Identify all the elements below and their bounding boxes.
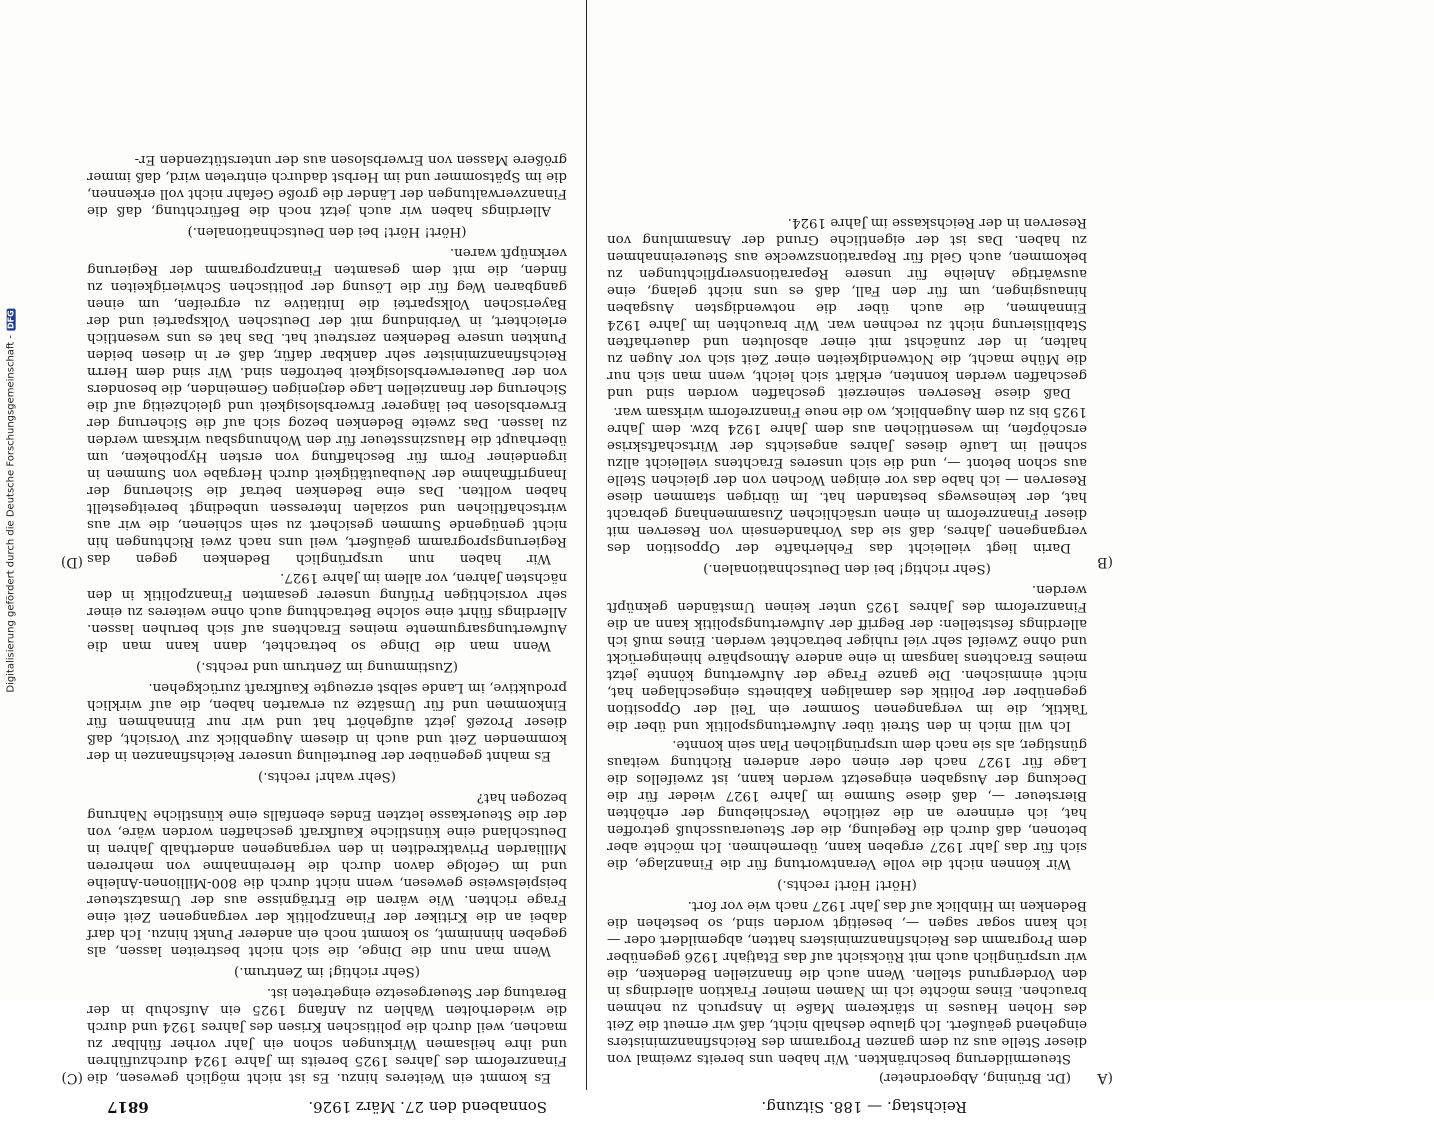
right-column [87, 149, 567, 1086]
margin-d: (D) [60, 554, 83, 570]
paragraph: (Dr. Brüning, Abgeordneter) [878, 1070, 1071, 1085]
left-column [607, 212, 1087, 1086]
paragraph: Es kommt ein Weiteres hinzu. Es ist nicht möglich gewesen, die Finanzreform des Jahres 1925 bereits im Jahre 1924 durchzuführen und ihre heilsamen Wirkungen schon ein Jahr vorher fühlbar zu machen, weil durch die politischen Krisen des Jahres 1924 und durch die wiederholten Wahlen zu Anfang 1925 ein Aufschub in der Beratung der Steuergesetze eingetreten ist. [87, 985, 567, 1085]
digitization-credit-text: Digitalisierung gefördert durch die Deutsche Forschungsgemeinschaft - [5, 334, 17, 693]
rotated-page-content [60, 0, 1113, 1130]
margin-b: (B [1097, 554, 1113, 570]
paragraph: Steuermilderung beschränkten. Wir haben uns bereits zweimal von dieser Stelle aus zu dem ganzen Programm des Reichsfinanzministers eingehend geäußert. Ich glaube deshalb nicht, daß wir erneut die Zeit des Hohen Hauses in stärkerem Maße in Anspruch zu nehmen brauchen. Eines möchte ich im Namen meiner Fraktion allerdings in den Vordergrund stellen. Wenn auch die finanziellen Bedenken, die wir ursprünglich auch mit Rücksicht auf das Etatjahr 1926 gegenüber dem Programm des Reichsfinanzministers hatten, abgemildert oder — ich kann sogar sagen —, beseitigt worden sind, so bestehen die Bedenken im Hinblick auf das Jahr 1927 nach wie vor fort. [607, 898, 1087, 1066]
digitization-credit [6, 308, 17, 692]
column-divider [586, 0, 587, 1090]
interjection: (Hört! Hört! bei den Deutschnationalen.) [187, 224, 467, 239]
interjection: (Hört! Hört! rechts.) [777, 877, 917, 892]
margin-c: (C) [61, 1070, 83, 1086]
interjection: (Zustimmung im Zentrum und rechts.) [196, 659, 458, 674]
interjection: (Sehr richtig! bei den Deutschnationalen.) [703, 561, 991, 576]
header-left: Reichstag. — 188. Sitzung. [761, 1098, 967, 1116]
paragraph: Daß diese Reserven seinerzeit geschaffen worden sind und geschaffen werden konnten, erklärt sich leicht, wenn man sich nur die Mühe macht, die Notwendigkeiten einer Zeit sich vor Augen zu halten, in der zunächst mit einer absoluten und dauerhaften Stabilisierung nicht zu rechnen war. Wir brauchten im Jahre 1924 Einnahmen, die auch über die notwendigsten Ausgaben hinausgingen, um für den Fall, daß es uns nicht gelang, eine auswärtige Anleihe für unsere Reparationsverpflichtungen zu bekommen, auch Geld für Reparationszwecke aus Steuereinnahmen zu haben. Das ist der eigentliche Grund der Ansammlung von Reserven in der Reichskasse im Jahre 1924. [607, 215, 1087, 400]
paragraph: Es mahnt gegenüber der Beurteilung unserer Reichsfinanzen in der kommenden Zeit und auch in diesem Augenblick zur Vorsicht, daß dieser Prozeß jetzt aufgehört hat und wir nur Einnahmen für Einkommen und für Umsätze zu erwarten haben, die auf wirklich produktive, im Lande selbst erzeugte Kaufkraft zurückgehen. [87, 680, 567, 763]
dfg-logo: DFG [6, 309, 16, 329]
paragraph: Wenn man die Dinge so betrachtet, dann kann man die Aufwertungsargumente meines Erachtens auf sich beruhen lassen. Allerdings führt eine solche Betrachtung auch ohne weiteres zu einer sehr vorsichtigen Prüfung unserer gesamten Finanzpolitik in den nächsten Jahren, vor allem im Jahre 1927. [87, 570, 567, 653]
margin-a: (A [1097, 1070, 1113, 1086]
paragraph: Wir haben nun ursprünglich Bedenken gegen das Regierungsprogramm geäußert, weil uns nach zwei Richtungen hin nicht genügende Summen gesichert zu sein schienen, die wir aus wirtschaftlichen und sozialen Interessen unbedingt bereitgestellt haben wollten. Das eine Bedenken betraf die Sicherung der Inangriffnahme der Neubautätigkeit durch Hergabe von Summen in irgendeiner Form für Beschaffung von ersten Hypotheken, um überhaupt die Hauszinssteuer für den Wohnungsbau wirksam werden zu lassen. Das zweite Bedenken bezog sich auf die Sicherung der Erwerbslosen bei längerer Erwerbslosigkeit und gleichzeitig auf die Sicherung der finanziellen Lage derjenigen Gemeinden, die besonders von der Dauererwerbslosigkeit betroffen sind. Wir sind dem Herrn Reichsfinanzminister sehr dankbar dafür, daß er in diesen beiden Punkten unsere Bedenken zerstreut hat. Das hat es uns wesentlich erleichtert, in Verbindung mit der Deutschen Volkspartei und der Bayerischen Volkspartei die Initiative zu ergreifen, um einen gangbaren Weg für die Lösung der politischen Schwierigkeiten zu finden, die mit dem gesamten Finanzprogramm der Regierung verknüpft waren. [87, 245, 567, 566]
paragraph: Allerdings haben wir auch jetzt noch die Befürchtung, daß die Finanzverwaltungen der Länder die große Gefahr nicht voll erkennen, die im Spätsommer und im Herbst dadurch eintreten wird, daß immer größere Massen von Erwerbslosen aus der unterstützenden Er- [87, 152, 567, 218]
paragraph: Ich will mich in den Streit über Aufwertungspolitik und über die Taktik, die im vergangenen Sommer ein Teil der Opposition gegenüber der Politik des damaligen Kabinetts eingeschlagen hat, nicht einmischen. Die ganze Frage der Aufwertung könnte jetzt meines Erachtens langsam in eine andere Atmosphäre hineingerückt und ohne Zweifel sehr viel ruhiger betrachtet werden. Eines muß ich allerdings feststellen: der Begriff der Aufwertungspolitik kann an die Finanzreform des Jahres 1925 unter keinen Umständen geknüpft werden. [607, 582, 1087, 733]
interjection: (Sehr richtig! im Zentrum.) [234, 964, 420, 979]
header-center: Sonnabend den 27. März 1926. [308, 1098, 547, 1116]
digitization-credit-strip [0, 0, 22, 1000]
paragraph: Darin liegt vielleicht das Fehlerhafte der Opposition des vergangenen Jahres, daß sie das Vorhandensein von Reserven mit dieser Finanzreform in einen ursächlichen Zusammenhang gebracht hat, der keineswegs bestanden hat. Im übrigen stammen diese Reserven — ich habe das vor einigen Wochen von der gleichen Stelle aus schon betont —, und die sich unseres Erachtens vielleicht allzu schnell im Laufe dieses Jahres angesichts der Wirtschaftskrise erschöpfen, im wesentlichen aus dem Jahre 1924 bzw. dem Jahre 1925 bis zu dem Augenblick, wo die neue Finanzreform wirksam war. [607, 404, 1087, 555]
paragraph: Wir können nicht die volle Verantwortung für die Finanzlage, die sich für das Jahr 1927 ergeben kann, übernehmen. Ich möchte aber betonen, daß durch die Regelung, die der Steuerausschuß getroffen hat, ich erinnere an die zeitliche Verschiebung der erhöhten Biersteuer —, daß diese Summe im Jahre 1927 wieder für die Deckung der Ausgaben eingesetzt werden kann, ist zweifellos die Lage für 1927 nach der einen oder anderen Richtung weitaus günstiger, als sie nach dem ursprünglichen Plan sein konnte. [607, 737, 1087, 871]
interjection: (Sehr wahr! rechts.) [258, 769, 396, 784]
page-number: 6817 [107, 1098, 149, 1116]
paragraph: Wenn man nun die Dinge, die sich nicht bestreiten lassen, als gegeben hinnimmt, so kommt noch ein anderer Punkt hinzu. Ich darf dabei an die Kritiker der Finanzpolitik der vergangenen Zeit eine Frage richten. Wie wären die Erträgnisse aus der Umsatzsteuer beispielsweise gewesen, wenn nicht durch die 800-Millionen-Anleihe und im Gefolge davon durch die Hereinnahme von mehreren Milliarden Privatkrediten in den vergangenen anderthalb Jahren in Deutschland eine künstliche Kaufkraft geschaffen worden wäre, von der die Steuerkasse letzten Endes ebenfalls eine künstliche Nahrung bezogen hat? [87, 790, 567, 958]
